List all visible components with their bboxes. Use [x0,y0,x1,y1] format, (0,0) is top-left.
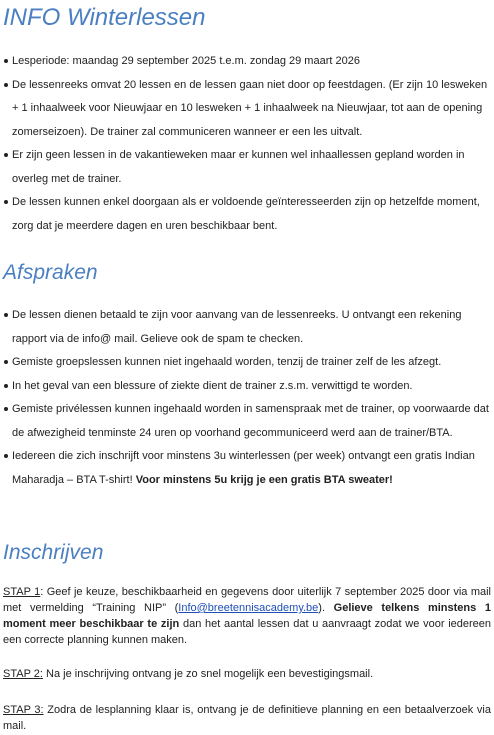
list-item: In het geval van een blessure of ziekte dient de trainer z.s.m. verwittigd te worden. [0,375,494,399]
step-3-label: STAP 3: [3,704,44,716]
list-item [0,445,494,492]
page-title: INFO Winterlessen [3,4,206,31]
step-3-paragraph [3,702,491,734]
step-1-label: STAP 1 [3,586,41,598]
list-item: Lesperiode: maandag 29 september 2025 t.e.m. zondag 29 maart 2026 [0,50,494,74]
list-item-text: Iedereen die zich inschrijft voor minstens 3u winterlessen (per week) ontvangt een gratis Indian Maharadja – BTA T-shirt! [12,450,475,486]
list-item: Gemiste privélessen kunnen ingehaald worden in samenspraak met de trainer, op voorwaarde dat de afwezigheid tenminste 24 uren op voorhand gecommuniceerd werd aan de trainer/BTA. [0,398,494,445]
list-item-bold-text: Voor minstens 5u krijg je een gratis BTA sweater! [135,473,393,486]
step-1-text-a: : Geef je keuze, beschikbaarheid en gegevens door uiterlijk 7 september 2025 door via mail met vermelding “Training NIP” ( [3,586,492,614]
step-1-paragraph [3,584,491,648]
email-link[interactable]: Info@breetennisacademy.be [178,602,319,614]
list-item: De lessenreeks omvat 20 lessen en de lessen gaan niet door op feestdagen. (Er zijn 10 lesweken + 1 inhaalweek voor Nieuwjaar en 10 lesweken + 1 inhaalweek na Nieuwjaar, tot aan de opening zomerseizoen). De trainer zal communiceren wanneer er een les uitvalt. [0,74,494,145]
afspraken-heading: Afspraken [3,261,98,284]
inschrijven-heading: Inschrijven [3,541,104,564]
afspraken-list [0,304,494,492]
info-list [0,50,494,238]
step-1-text-c: dan het aantal lessen dat u aanvraagt zodat we voor iedereen een correcte planning kunnen maken. [3,618,492,646]
list-item: Gemiste groepslessen kunnen niet ingehaald worden, tenzij de trainer zelf de les afzegt. [0,351,494,375]
step-1-bold-text: Gelieve telkens minstens 1 moment meer beschikbaar te zijn [3,602,491,630]
list-item: Er zijn geen lessen in de vakantieweken maar er kunnen wel inhaallessen gepland worden in overleg met de trainer. [0,144,494,191]
step-3-text: Zodra de lesplanning klaar is, ontvang je de definitieve planning en een betaalverzoek via mail. [3,704,491,732]
step-2-paragraph [3,666,491,682]
step-2-label: STAP 2: [3,668,43,680]
list-item: De lessen kunnen enkel doorgaan als er voldoende geïnteresseerden zijn op hetzelfde moment, zorg dat je meerdere dagen en uren beschikbaar bent. [0,191,494,238]
step-1-text-b: ). [318,602,334,614]
list-item: De lessen dienen betaald te zijn voor aanvang van de lessenreeks. U ontvangt een rekening rapport via de info@ mail. Gelieve ook de spam te checken. [0,304,494,351]
step-2-text: Na je inschrijving ontvang je zo snel mogelijk een bevestigingsmail. [42,668,374,680]
